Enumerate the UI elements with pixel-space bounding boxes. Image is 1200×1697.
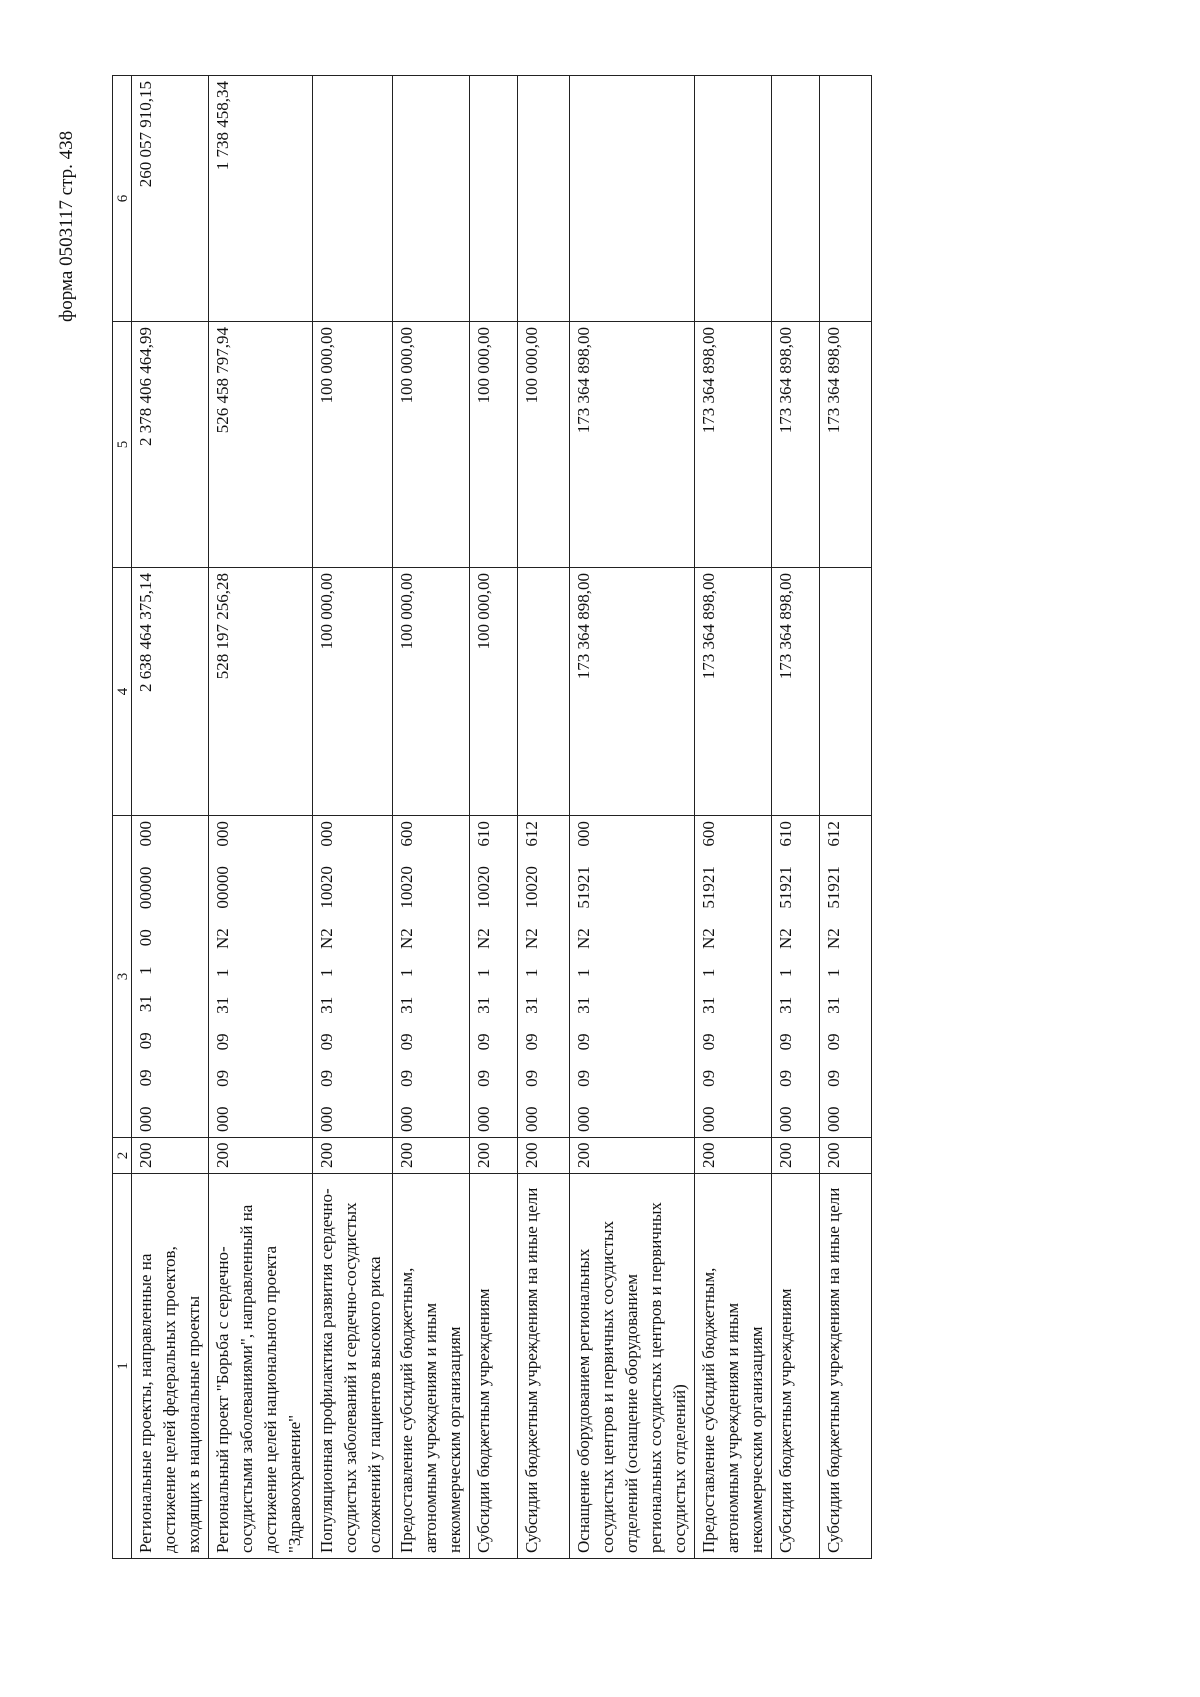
code-part: 09	[776, 1033, 795, 1051]
row-executed: 173 364 898,00	[570, 322, 695, 568]
code-part: N2	[699, 928, 718, 950]
code-part: 09	[574, 1033, 593, 1051]
code-part: 09	[824, 1033, 843, 1051]
form-header: форма 0503117 стр. 438	[56, 130, 77, 322]
code-part: 31	[136, 995, 155, 1013]
col-header: 2	[113, 1138, 132, 1174]
code-part: N2	[824, 928, 843, 950]
code-part: 1	[699, 968, 718, 978]
code-part: 000	[824, 1106, 843, 1132]
code-part: 000	[136, 821, 155, 847]
row-executed: 173 364 898,00	[820, 322, 872, 568]
budget-code	[572, 821, 596, 1132]
row-budget-code	[820, 816, 872, 1138]
col-header: 1	[113, 1174, 132, 1559]
row-budget-code	[570, 816, 695, 1138]
code-part: 612	[824, 821, 843, 847]
code-part: 09	[474, 1033, 493, 1051]
code-part: 000	[213, 821, 232, 847]
code-part: 09	[136, 1069, 155, 1087]
row-line-code: 200	[470, 1138, 518, 1174]
header-row	[113, 76, 132, 1559]
row-budget-code	[772, 816, 820, 1138]
row-name: Субсидии бюджетным учреждениям на иные цели	[518, 1174, 570, 1559]
row-line-code: 200	[393, 1138, 470, 1174]
code-part: 10020	[317, 866, 336, 909]
code-part: 31	[317, 996, 336, 1014]
row-approved: 173 364 898,00	[772, 568, 820, 816]
code-part: 09	[474, 1069, 493, 1087]
col-header: 6	[113, 76, 132, 322]
row-budget-code	[313, 816, 393, 1138]
code-part: 09	[824, 1069, 843, 1087]
code-part: 1	[824, 968, 843, 978]
row-line-code: 200	[570, 1138, 695, 1174]
row-approved: 528 197 256,28	[209, 568, 313, 816]
code-part: 31	[699, 996, 718, 1014]
code-part: 51921	[699, 866, 718, 909]
table-row	[470, 76, 518, 1559]
code-part: 10020	[522, 866, 541, 909]
row-name: Оснащение оборудованием региональных сосудистых центров и первичных сосудистых отделений (оснащение оборудованием региональных сосудистых центров и первичных сосудистых отделений)	[570, 1174, 695, 1559]
table-body	[113, 76, 872, 1559]
row-name: Предоставление субсидий бюджетным, автономным учреждениям и иным некоммерческим организациям	[695, 1174, 772, 1559]
code-part: N2	[522, 928, 541, 950]
code-part: 51921	[824, 866, 843, 909]
code-part: 31	[824, 996, 843, 1014]
table-row	[695, 76, 772, 1559]
code-part: 51921	[776, 866, 795, 909]
code-part: N2	[213, 928, 232, 950]
row-unexecuted	[570, 76, 695, 322]
code-part: 09	[776, 1069, 795, 1087]
row-approved: 173 364 898,00	[570, 568, 695, 816]
code-part: 1	[136, 966, 155, 975]
code-part: 600	[397, 821, 416, 847]
code-part: 1	[397, 968, 416, 978]
table-row	[313, 76, 393, 1559]
code-part: 1	[317, 968, 336, 978]
row-unexecuted	[518, 76, 570, 322]
budget-code	[395, 821, 419, 1132]
row-budget-code	[470, 816, 518, 1138]
report-table	[112, 75, 872, 1559]
row-name: Региональный проект "Борьба с сердечно-сосудистыми заболеваниями", направленный на достижение целей национального проекта "Здравоохранение"	[209, 1174, 313, 1559]
code-part: 1	[776, 968, 795, 978]
code-part: 000	[317, 821, 336, 847]
code-part: 000	[574, 821, 593, 847]
code-part: 1	[522, 968, 541, 978]
code-part: 1	[574, 968, 593, 978]
row-name: Популяционная профилактика развития сердечно-сосудистых заболеваний и сердечно-сосудистых осложнений у пациентов высокого риска	[313, 1174, 393, 1559]
row-executed: 526 458 797,94	[209, 322, 313, 568]
code-part: 31	[522, 996, 541, 1014]
budget-code	[520, 821, 544, 1132]
row-budget-code	[209, 816, 313, 1138]
row-unexecuted: 1 738 458,34	[209, 76, 313, 322]
row-name: Субсидии бюджетным учреждениям	[470, 1174, 518, 1559]
code-part: 000	[474, 1106, 493, 1132]
table-row	[772, 76, 820, 1559]
code-part: 31	[574, 996, 593, 1014]
row-line-code: 200	[209, 1138, 313, 1174]
row-unexecuted	[695, 76, 772, 322]
row-line-code: 200	[820, 1138, 872, 1174]
table-row	[820, 76, 872, 1559]
row-line-code: 200	[132, 1138, 209, 1174]
row-executed: 100 000,00	[313, 322, 393, 568]
code-part: 31	[776, 996, 795, 1014]
code-part: 09	[522, 1069, 541, 1087]
code-part: 10020	[474, 866, 493, 909]
code-part: 09	[213, 1033, 232, 1051]
code-part: 09	[317, 1033, 336, 1051]
code-part: 000	[213, 1106, 232, 1132]
row-unexecuted	[393, 76, 470, 322]
budget-code	[472, 821, 496, 1132]
row-unexecuted	[772, 76, 820, 322]
table-row	[393, 76, 470, 1559]
table-row	[570, 76, 695, 1559]
code-part: 09	[397, 1069, 416, 1087]
code-part: 09	[699, 1033, 718, 1051]
row-executed: 100 000,00	[470, 322, 518, 568]
row-line-code: 200	[313, 1138, 393, 1174]
code-part: N2	[317, 928, 336, 950]
row-budget-code	[132, 816, 209, 1138]
row-name: Предоставление субсидий бюджетным, автономным учреждениям и иным некоммерческим организациям	[393, 1174, 470, 1559]
code-part: N2	[397, 928, 416, 950]
row-budget-code	[393, 816, 470, 1138]
row-executed: 100 000,00	[518, 322, 570, 568]
code-part: 1	[474, 968, 493, 978]
code-part: 09	[522, 1033, 541, 1051]
row-name: Региональные проекты, направленные на достижение целей федеральных проектов, входящих в национальные проекты	[132, 1174, 209, 1559]
code-part: 09	[136, 1032, 155, 1050]
row-approved: 100 000,00	[470, 568, 518, 816]
code-part: 00000	[213, 866, 232, 909]
code-part: 000	[136, 1106, 155, 1132]
code-part: 31	[213, 996, 232, 1014]
row-approved: 100 000,00	[393, 568, 470, 816]
code-part: 09	[317, 1069, 336, 1087]
row-executed: 2 378 406 464,99	[132, 322, 209, 568]
code-part: 00000	[136, 866, 155, 910]
row-approved: 2 638 464 375,14	[132, 568, 209, 816]
code-part: N2	[574, 928, 593, 950]
code-part: 31	[397, 996, 416, 1014]
code-part: 000	[574, 1106, 593, 1132]
row-name: Субсидии бюджетным учреждениям на иные цели	[820, 1174, 872, 1559]
code-part: 31	[474, 996, 493, 1014]
row-executed: 173 364 898,00	[772, 322, 820, 568]
code-part: N2	[474, 928, 493, 950]
row-line-code: 200	[772, 1138, 820, 1174]
code-part: 610	[474, 821, 493, 847]
table-row	[209, 76, 313, 1559]
budget-code	[822, 821, 846, 1132]
row-approved: 173 364 898,00	[695, 568, 772, 816]
row-unexecuted: 260 057 910,15	[132, 76, 209, 322]
row-name: Субсидии бюджетным учреждениям	[772, 1174, 820, 1559]
code-part: 000	[522, 1106, 541, 1132]
code-part: 610	[776, 821, 795, 847]
row-unexecuted	[820, 76, 872, 322]
code-part: 000	[317, 1106, 336, 1132]
budget-code	[134, 821, 158, 1132]
col-header: 3	[113, 816, 132, 1138]
code-part: 10020	[397, 866, 416, 909]
budget-code	[211, 821, 235, 1132]
row-approved	[820, 568, 872, 816]
row-line-code: 200	[695, 1138, 772, 1174]
budget-code	[315, 821, 339, 1132]
col-header: 4	[113, 568, 132, 816]
row-line-code: 200	[518, 1138, 570, 1174]
row-budget-code	[518, 816, 570, 1138]
row-unexecuted	[470, 76, 518, 322]
code-part: 000	[397, 1106, 416, 1132]
code-part: 09	[397, 1033, 416, 1051]
row-budget-code	[695, 816, 772, 1138]
code-part: N2	[776, 928, 795, 950]
budget-code	[697, 821, 721, 1132]
code-part: 1	[213, 968, 232, 978]
col-header: 5	[113, 322, 132, 568]
budget-code	[774, 821, 798, 1132]
code-part: 51921	[574, 866, 593, 909]
table-row	[132, 76, 209, 1559]
row-executed: 173 364 898,00	[695, 322, 772, 568]
code-part: 09	[699, 1069, 718, 1087]
code-part: 09	[213, 1069, 232, 1087]
row-approved	[518, 568, 570, 816]
code-part: 09	[574, 1069, 593, 1087]
code-part: 000	[699, 1106, 718, 1132]
table-row	[518, 76, 570, 1559]
code-part: 000	[776, 1106, 795, 1132]
code-part: 00	[136, 929, 155, 947]
row-executed: 100 000,00	[393, 322, 470, 568]
code-part: 612	[522, 821, 541, 847]
row-approved: 100 000,00	[313, 568, 393, 816]
code-part: 600	[699, 821, 718, 847]
row-unexecuted	[313, 76, 393, 322]
